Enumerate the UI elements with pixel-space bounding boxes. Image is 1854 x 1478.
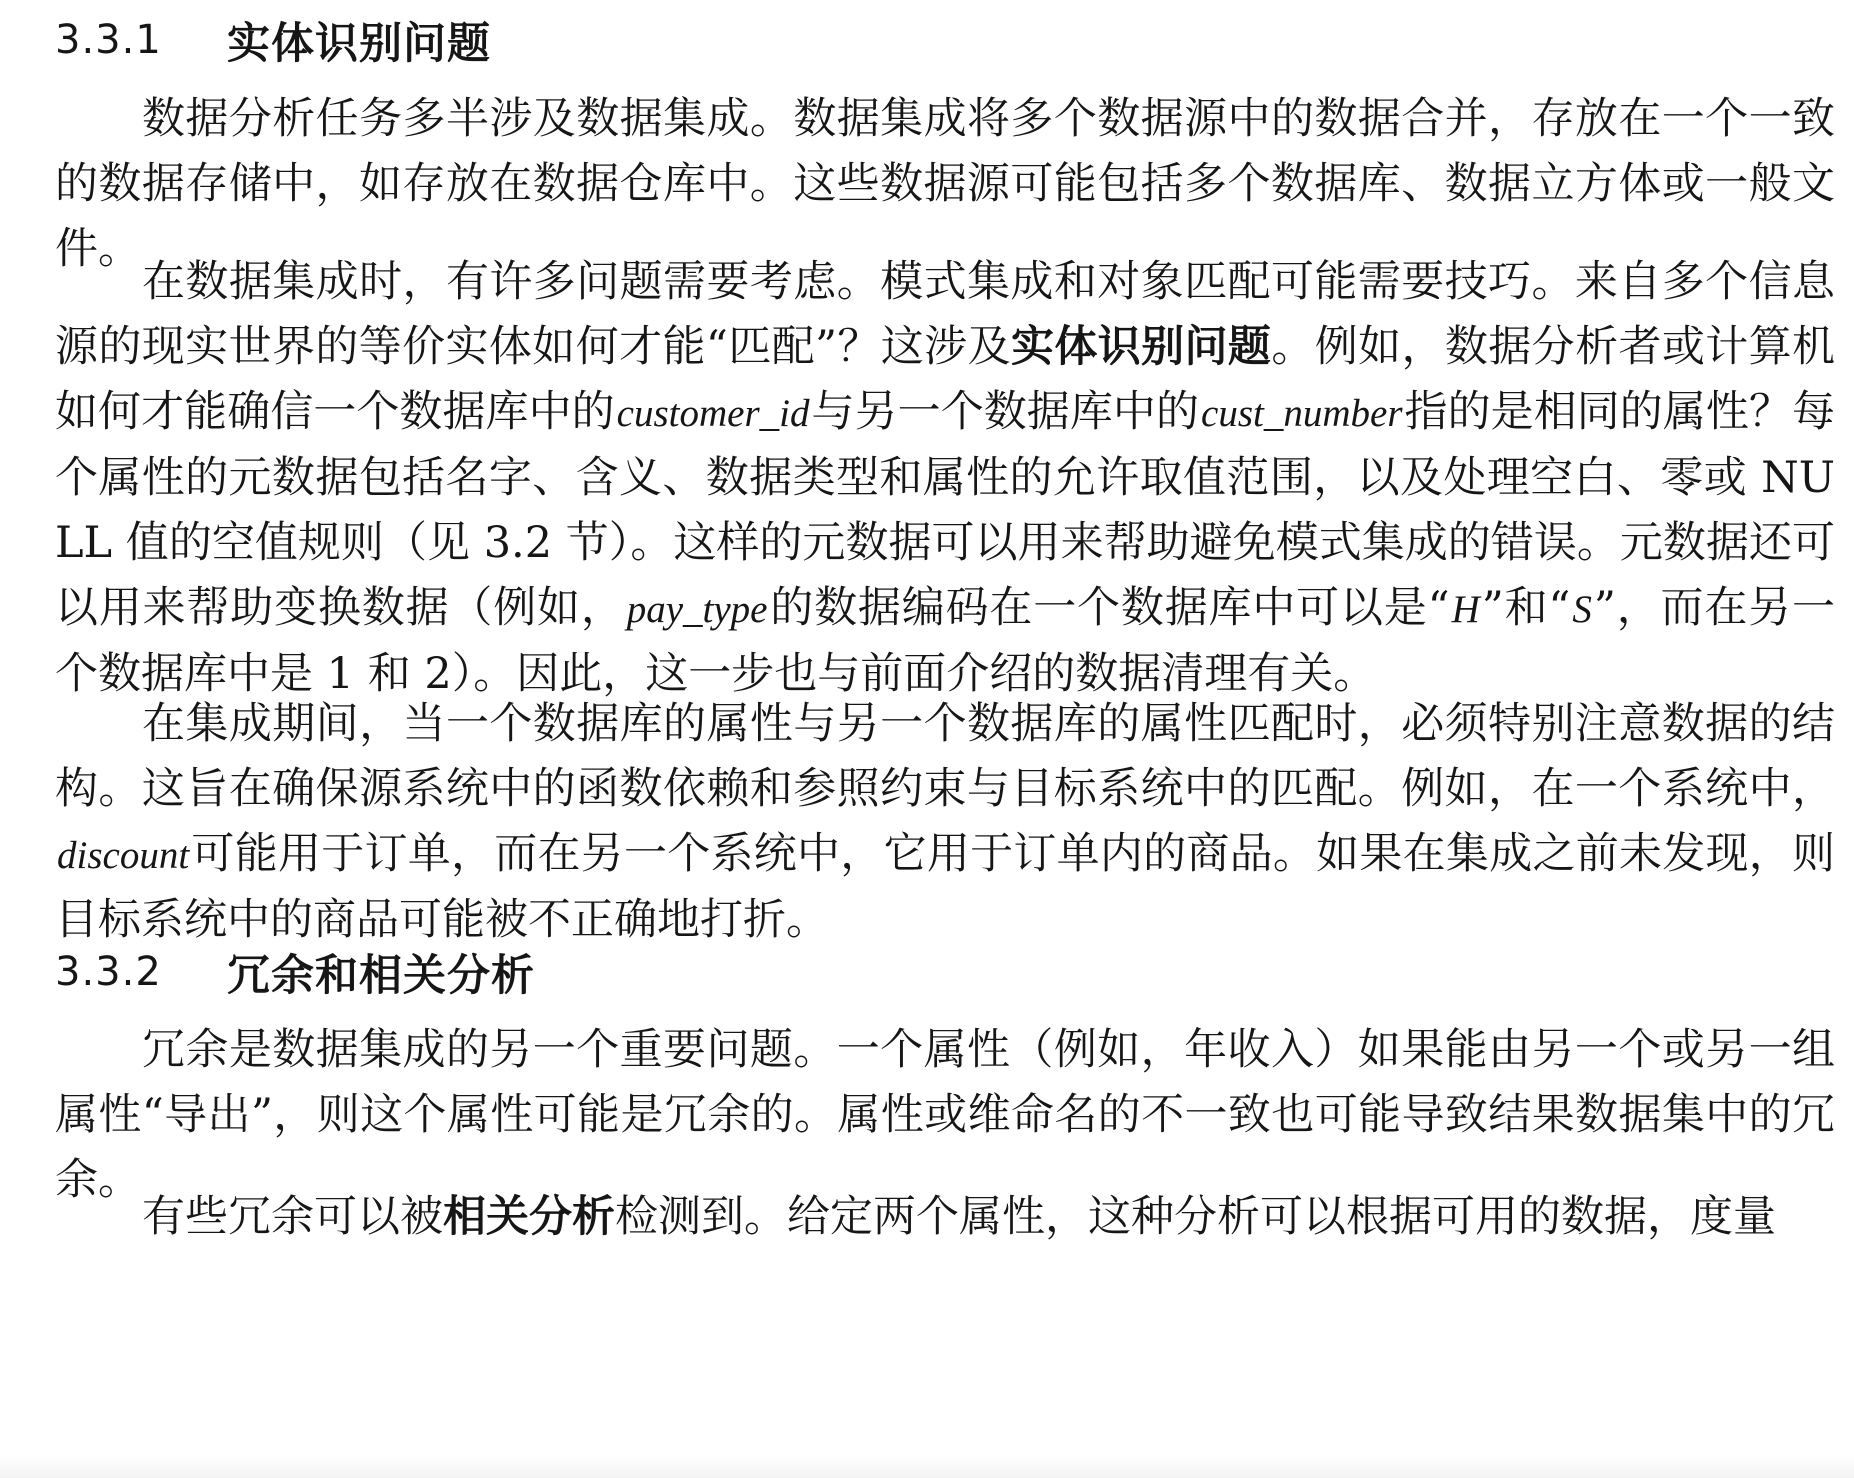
attribute-name-customer-id: customer_id xyxy=(616,392,810,435)
section-title: 冗余和相关分析 xyxy=(227,950,535,1001)
code-value-h: H xyxy=(1451,588,1480,631)
paragraph-text: 与另一个数据库中的 xyxy=(811,387,1200,437)
paragraph-text: 有些冗余可以被 xyxy=(142,1192,443,1242)
paragraph-text: ”，而在另一个数据库中是 1 和 2）。因此，这一步也与前面介绍的数据清理有关。 xyxy=(55,583,1836,699)
paragraph-redundancy xyxy=(55,1018,1835,1213)
section-title: 实体识别问题 xyxy=(227,18,491,69)
section-number: 3.3.1 xyxy=(55,17,162,63)
paragraph-text: 指的是相同的属性？每个属性的元数据包括名字、含义、数据类型和属性的允许取值范围，以及处理空白、零或 NULL 值的空值规则（见 3.2 节）。这样的元数据可以用来帮助避免模式集成的错误。元数据还可以用来帮助变换数据（例如， xyxy=(55,387,1836,633)
section-heading xyxy=(55,10,491,70)
code-value-s: S xyxy=(1572,588,1592,631)
attribute-name-pay-type: pay_type xyxy=(626,588,768,631)
attribute-name-cust-number: cust_number xyxy=(1201,392,1403,435)
key-term-entity-identification: 实体识别问题 xyxy=(1010,322,1272,372)
paragraph-text: 冗余是数据集成的另一个重要问题。一个属性（例如，年收入）如果能由另一个或另一组属性“导出”，则这个属性可能是冗余的。属性或维命名的不一致也可能导致结果数据集中的冗余。 xyxy=(55,1025,1835,1205)
paragraph-text: ”和“ xyxy=(1481,583,1571,633)
paragraph-text: 的数据编码在一个数据库中可以是“ xyxy=(769,583,1450,633)
paragraph-text: 可能用于订单，而在另一个系统中，它用于订单内的商品。如果在集成之前未发现，则目标系统中的商品可能被不正确地打折。 xyxy=(55,829,1835,945)
paragraph-text: 在数据集成时，有许多问题需要考虑。模式集成和对象匹配可能需要技巧。来自多个信息源的现实世界的等价实体如何才能“匹配”？这涉及 xyxy=(55,257,1835,372)
paragraph-text: 数据分析任务多半涉及数据集成。数据集成将多个数据源中的数据合并，存放在一个一致的数据存储中，如存放在数据仓库中。这些数据源可能包括多个数据库、数据立方体或一般文件。 xyxy=(55,94,1835,274)
paragraph-text: 检测到。给定两个属性，这种分析可以根据可用的数据，度量 xyxy=(615,1192,1776,1242)
section-heading xyxy=(55,942,535,1002)
paragraph-text: 在集成期间，当一个数据库的属性与另一个数据库的属性匹配时，必须特别注意数据的结构。这旨在确保源系统中的函数依赖和参照约束与目标系统中的匹配。例如，在一个系统中， xyxy=(55,699,1835,814)
paragraph-entity-identification xyxy=(55,250,1835,707)
paragraph-text: 。例如，数据分析者或计算机如何才能确信一个数据库中的 xyxy=(55,322,1836,437)
page-bottom-edge xyxy=(0,1454,1854,1478)
paragraph-correlation-analysis xyxy=(55,1185,1835,1250)
section-number: 3.3.2 xyxy=(55,949,162,995)
paragraph-data-structure xyxy=(55,692,1835,953)
attribute-name-discount: discount xyxy=(57,834,190,877)
key-term-correlation-analysis: 相关分析 xyxy=(443,1192,615,1242)
